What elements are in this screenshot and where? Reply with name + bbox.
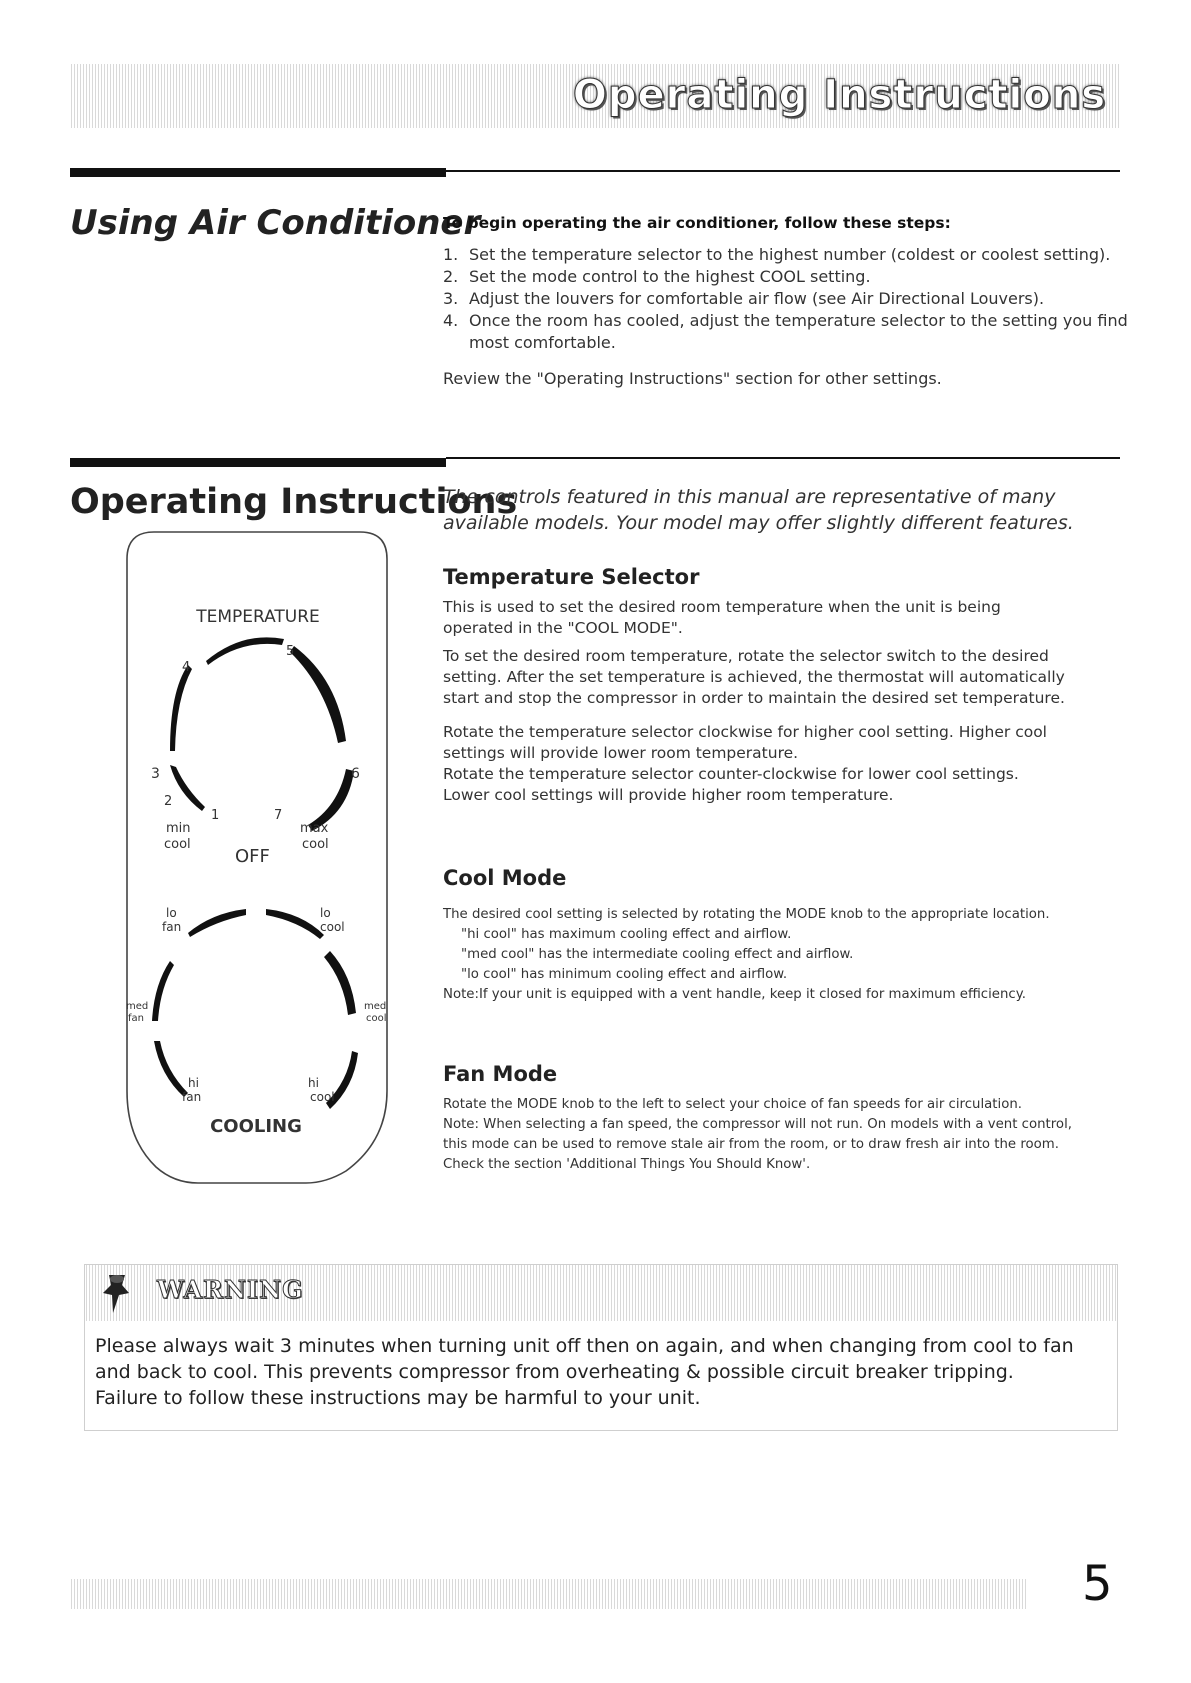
cool-mode-item: "lo cool" has minimum cooling effect and airflow.	[461, 967, 788, 982]
temperature-selector-p3c: Lower cool settings will provide higher room temperature.	[443, 786, 894, 804]
temperature-label: TEMPERATURE	[196, 607, 320, 627]
steps-list	[443, 244, 1133, 354]
lo-cool-label: lo	[320, 906, 331, 920]
hi-cool-sub: cool	[310, 1090, 335, 1104]
med-fan-label: med	[126, 1001, 149, 1012]
step-number: 1.	[443, 245, 459, 264]
hi-fan-label: hi	[188, 1076, 199, 1090]
lo-fan-label: lo	[166, 906, 177, 920]
footer-bar	[70, 1579, 1026, 1609]
step-text: Set the temperature selector to the highest number (coldest or coolest setting).	[469, 245, 1111, 264]
step-item	[443, 266, 1133, 288]
hi-fan-sub: fan	[182, 1090, 202, 1104]
temp-number-5: 5	[286, 644, 295, 659]
max-cool-label: cool	[302, 837, 329, 852]
pushpin-icon	[99, 1271, 139, 1321]
section-footer-note: Review the "Operating Instructions" section for other settings.	[443, 369, 942, 388]
step-text: Adjust the louvers for comfortable air flow (see Air Directional Louvers).	[469, 289, 1045, 308]
temperature-selector-p3a: Rotate the temperature selector clockwise for higher cool setting. Higher cool settings will provide lower room temperature.	[443, 723, 1047, 762]
fan-mode-p1: Rotate the MODE knob to the left to select your choice of fan speeds for air circulation.	[443, 1097, 1023, 1112]
page-number: 5	[1082, 1556, 1113, 1612]
cool-mode-heading: Cool Mode	[443, 866, 567, 890]
min-label: min	[166, 821, 191, 836]
med-cool-label: med	[364, 1001, 387, 1012]
section-divider-thick	[70, 458, 446, 467]
step-item	[443, 244, 1133, 266]
section-title-operating-instructions: Operating Instructions	[70, 482, 518, 522]
temperature-selector-p1: This is used to set the desired room temperature when the unit is being operated in the "COOL MODE".	[443, 598, 1001, 637]
control-panel-drawing	[126, 531, 388, 1185]
lo-cool-sub: cool	[320, 920, 345, 934]
control-panel-illustration	[126, 531, 388, 1185]
temp-number-7: 7	[274, 808, 283, 823]
hi-cool-label: hi	[308, 1076, 319, 1090]
header-banner	[70, 64, 1120, 128]
med-cool-sub: cool	[366, 1013, 387, 1024]
section-title-using-air-conditioner: Using Air Conditioner	[70, 203, 481, 243]
temp-number-3: 3	[151, 766, 160, 782]
section-divider-thin	[446, 457, 1120, 459]
temp-number-2: 2	[164, 794, 173, 809]
warning-header	[85, 1265, 1117, 1321]
temp-number-1: 1	[211, 808, 220, 823]
step-item	[443, 310, 1133, 354]
warning-line-2: Failure to follow these instructions may be harmful to your unit.	[95, 1387, 701, 1409]
page-title: Operating Instructions	[572, 72, 1106, 118]
step-number: 4.	[443, 311, 459, 330]
step-number: 3.	[443, 289, 459, 308]
min-cool-label: cool	[164, 837, 191, 852]
med-fan-sub: fan	[128, 1013, 144, 1024]
fan-mode-p2: Note: When selecting a fan speed, the compressor will not run. On models with a vent control, this mode can be used to remove stale air from the room, or to draw fresh air into the room. Check the section 'Additional Things You Should Know'.	[443, 1117, 1072, 1172]
temp-number-6: 6	[351, 766, 360, 782]
step-text: Set the mode control to the highest COOL setting.	[469, 267, 871, 286]
cool-mode-item: "hi cool" has maximum cooling effect and airflow.	[461, 927, 792, 942]
step-number: 2.	[443, 267, 459, 286]
cooling-label: COOLING	[210, 1116, 302, 1137]
warning-text	[95, 1333, 1115, 1411]
step-text: Once the room has cooled, adjust the temperature selector to the setting you find most comfortable.	[469, 311, 1128, 352]
cool-mode-note: Note:If your unit is equipped with a vent handle, keep it closed for maximum efficiency.	[443, 987, 1026, 1002]
max-label: max	[300, 821, 329, 836]
section-lead: To begin operating the air conditioner, follow these steps:	[443, 214, 951, 232]
off-label: OFF	[235, 846, 270, 867]
temperature-selector-p3b: Rotate the temperature selector counter-clockwise for lower cool settings.	[443, 765, 1019, 783]
warning-title: WARNING	[157, 1275, 304, 1304]
step-item	[443, 288, 1133, 310]
cool-mode-item: "med cool" has the intermediate cooling effect and airflow.	[461, 947, 854, 962]
temperature-selector-p2: To set the desired room temperature, rotate the selector switch to the desired setting. After the set temperature is achieved, the thermostat will automatically start and stop the compressor in order to maintain the desired set temperature.	[443, 647, 1065, 707]
cool-mode-intro: The desired cool setting is selected by rotating the MODE knob to the appropriate location.	[443, 907, 1050, 922]
lo-fan-sub: fan	[162, 920, 182, 934]
section-divider-thin	[446, 170, 1120, 172]
temperature-selector-heading: Temperature Selector	[443, 565, 700, 589]
section-intro: The controls featured in this manual are representative of many available models. Your model may offer slightly different features.	[443, 486, 1074, 534]
section-divider-thick	[70, 168, 446, 177]
warning-line-1: Please always wait 3 minutes when turning unit off then on again, and when changing from cool to fan and back to cool. This prevents compressor from overheating & possible circuit breaker tripping.	[95, 1335, 1074, 1383]
temp-number-4: 4	[182, 660, 191, 675]
warning-box	[84, 1264, 1118, 1431]
fan-mode-heading: Fan Mode	[443, 1062, 558, 1086]
